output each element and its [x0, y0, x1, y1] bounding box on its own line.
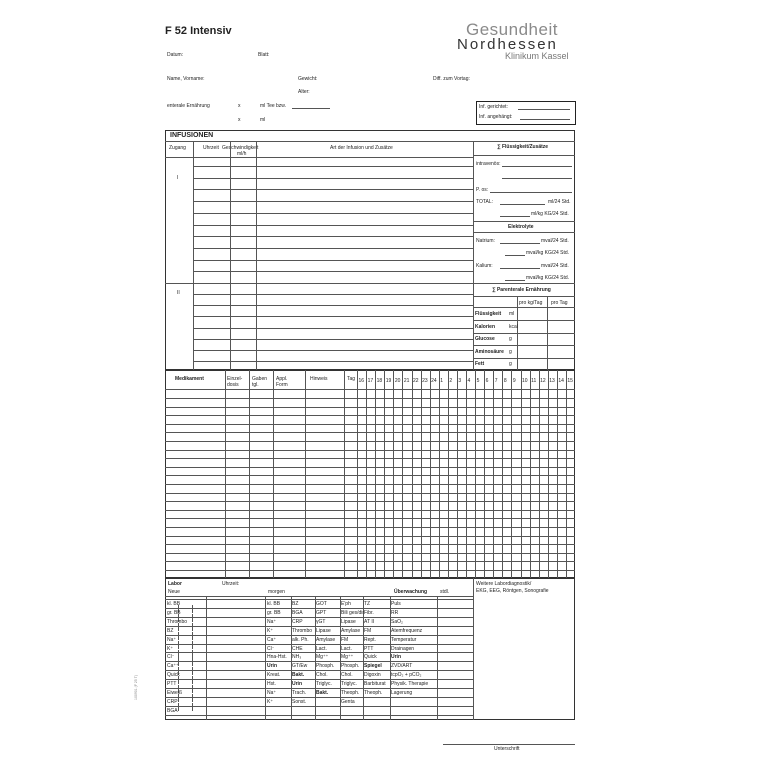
ml24-label: ml/24 Std.	[548, 199, 571, 205]
lab-cell: K⁺	[167, 645, 173, 652]
lab-cell: E'ph	[341, 601, 351, 607]
lab-cell: CRP	[292, 618, 303, 625]
weitere-label2: EKG, EEG, Röntgen, Sonografie	[476, 588, 549, 594]
inf-vline-1	[230, 141, 231, 370]
parenteral-unit: g	[509, 348, 512, 355]
lab-cell: RR	[391, 609, 399, 616]
lab-cell: CHE	[292, 645, 303, 652]
hour-label: 17	[367, 378, 374, 384]
hour-vline	[484, 370, 485, 578]
lab-cell: Thrombo	[292, 627, 313, 634]
diff-label: Diff. zum Vortag:	[433, 76, 470, 82]
lab-cell: GPT	[316, 609, 327, 616]
lab-cell: Sonst.	[292, 698, 307, 705]
inf-row-line	[193, 350, 473, 351]
labor-morgen: morgen	[268, 589, 285, 595]
stdl-label: stdl.	[440, 589, 450, 595]
hour-vline	[421, 370, 422, 578]
lab-cell: Fibr.	[364, 609, 374, 616]
lab-cell: BGA	[167, 707, 178, 714]
kalium-kg-unit: mval/kg KG/24 Std.	[526, 275, 570, 281]
parenteral-unit: g	[509, 361, 512, 368]
inf-row-line	[193, 316, 473, 317]
inf-row-line	[193, 260, 473, 261]
lab-cell: GOT	[316, 601, 327, 607]
inf-row-line	[193, 166, 473, 167]
natrium-label: Natrium:	[476, 238, 495, 244]
natrium-unit: mval/24 Std.	[541, 238, 569, 244]
hour-vline	[384, 370, 385, 578]
inf-row-line	[193, 328, 473, 329]
x-1: x	[238, 103, 241, 109]
lab-cell: gr. BB	[167, 609, 181, 616]
hour-label: 18	[376, 378, 383, 384]
hour-label: 6	[485, 378, 489, 384]
lab-cell: Theoph.	[364, 690, 383, 696]
hour-label: 12	[540, 378, 546, 384]
inf-row-line	[193, 236, 473, 237]
logo-line3: Klinikum Kassel	[505, 51, 569, 61]
lab-cell: Hna-Hst.	[267, 654, 287, 661]
lab-cell: Bakt.	[316, 690, 329, 696]
hour-vline	[366, 370, 367, 578]
lab-vline	[437, 596, 438, 720]
infusion-II: II	[177, 290, 180, 296]
side-code: 100901 (F 25 T)	[134, 674, 138, 700]
hour-vline	[457, 370, 458, 578]
med-vline	[249, 370, 250, 578]
art-header: Art der Infusion und Zusätze	[330, 145, 393, 151]
lab-cell: Amylase	[341, 627, 361, 634]
hour-vline	[566, 370, 567, 578]
lab-cell: Urin	[267, 663, 277, 670]
gewicht-label: Gewicht:	[298, 76, 318, 82]
inf-vline-0	[193, 141, 194, 370]
hour-label: 7	[494, 378, 498, 384]
parenteral-row-line	[473, 358, 575, 359]
lab-cell: Urin	[292, 681, 302, 688]
lab-cell: ZVD/ART	[391, 663, 413, 670]
med-header: Appl. Form	[276, 376, 288, 388]
med-header: Tag	[347, 376, 356, 382]
zugang-header: Zugang	[169, 145, 186, 151]
lab-cell: K⁺	[267, 698, 273, 705]
med-header: Medikament	[175, 376, 204, 382]
lab-cell: Cl⁻	[167, 654, 175, 661]
lab-cell: PTT	[167, 681, 177, 688]
hour-label: 13	[549, 378, 555, 384]
lab-cell: Triglyc.	[316, 681, 332, 688]
per-os-label: P. os:	[476, 187, 489, 193]
lab-cell: Phosph.	[316, 663, 335, 670]
hour-vline	[393, 370, 394, 578]
hour-vline	[502, 370, 503, 578]
hour-vline	[466, 370, 467, 578]
hour-label: 4	[467, 378, 471, 384]
lab-cell: Trach.	[292, 690, 306, 696]
inf-row-line	[193, 178, 473, 179]
lab-cell: Mg⁺⁺	[341, 654, 354, 661]
lab-cell: Barbiturat	[364, 681, 386, 688]
hour-vline	[548, 370, 549, 578]
lab-cell: Urin	[391, 654, 401, 661]
hour-label: 5	[476, 378, 480, 384]
med-vline	[273, 370, 274, 578]
hour-label: 24	[431, 378, 437, 384]
lab-vline	[265, 596, 266, 720]
labor-uhrzeit: Uhrzeit:	[222, 581, 240, 587]
labor-neu: Neue	[168, 589, 180, 595]
lab-cell: Genta	[341, 698, 355, 705]
parenteral-unit: kcal	[509, 323, 518, 330]
labor-title: Labor	[168, 581, 182, 587]
lab-cell: BGA	[292, 609, 303, 616]
hour-vline	[402, 370, 403, 578]
lab-cell: GT/Ew	[292, 663, 308, 670]
lab-cell: Amylase	[316, 636, 336, 643]
ueberwachung-title: Überwachung	[394, 589, 428, 595]
lab-cell: K⁺	[267, 627, 273, 634]
parenteral-label: Aminosäure	[475, 348, 504, 355]
hour-vline	[511, 370, 512, 578]
lab-cell: Na⁺	[267, 690, 277, 696]
lab-cell: Lact.	[316, 645, 327, 652]
hour-label: 22	[413, 378, 419, 384]
pro-kg-header: pro kg/Tag	[519, 300, 543, 306]
lab-cell: NH₃	[292, 654, 302, 661]
parenteral-label: Glucose	[475, 336, 495, 343]
medikament-section	[165, 370, 575, 578]
inf-vline-2	[256, 141, 257, 370]
form-title: F 52 Intensiv	[165, 25, 232, 37]
med-header: Hinweis	[310, 376, 328, 382]
lab-cell: CRP	[167, 698, 178, 705]
inf-row-line	[193, 225, 473, 226]
lab-cell: Triglyc.	[341, 681, 357, 688]
hour-label: 11	[531, 378, 537, 384]
lab-cell: Chol.	[316, 672, 328, 679]
mlkg-label: ml/kg KG/24 Std.	[531, 211, 569, 217]
elektrolyte-title: Elektrolyte	[508, 224, 534, 230]
hour-vline	[493, 370, 494, 578]
enterale-label: enterale Ernährung	[167, 103, 210, 109]
lab-cell: Quick	[364, 654, 377, 661]
intravenoes-label: intravenös:	[476, 161, 501, 167]
lab-cell: Lipase	[341, 618, 356, 625]
blatt-label: Blatt:	[258, 52, 270, 58]
lab-cell: Ca⁺⁺	[167, 663, 179, 670]
x-2: x	[238, 117, 241, 123]
inf-angehaengt-label: Inf. angehängt:	[479, 114, 513, 120]
inf-row-line	[193, 189, 473, 190]
lab-cell: kl. BB	[167, 601, 181, 607]
lab-cell: Bakt.	[292, 672, 305, 679]
parenteral-unit: ml	[509, 311, 515, 317]
hour-vline	[439, 370, 440, 578]
lab-cell: Puls	[391, 601, 401, 607]
hour-label: 16	[358, 378, 365, 384]
name-label: Name, Vorname:	[167, 76, 205, 82]
inf-row-line	[193, 201, 473, 202]
lab-cell: Spiegel	[364, 663, 382, 670]
inf-row-line	[193, 294, 473, 295]
geschw-header: Geschwindigkeit	[222, 145, 259, 151]
lab-cell: Digoxin	[364, 672, 381, 679]
parenteral-unit: g	[509, 336, 512, 343]
hour-label: 21	[403, 378, 410, 384]
med-header: Einzel-dosis	[227, 376, 243, 388]
alter-label: Alter:	[298, 89, 310, 95]
lab-cell: Eiweiß	[167, 690, 183, 696]
hour-vline	[357, 370, 358, 578]
total-label: TOTAL:	[476, 199, 494, 205]
inf-row-line	[193, 213, 473, 214]
ml-tee-label: ml Tee bzw.	[260, 103, 287, 109]
lab-cell: kl. BB	[267, 601, 281, 607]
parenteral-title: ∑ Parenterale Ernährung	[492, 287, 551, 293]
datum-label: Datum:	[167, 52, 184, 58]
lab-cell: Na⁺	[267, 618, 277, 625]
logo-line2: Nordhessen	[457, 36, 558, 53]
hour-vline	[448, 370, 449, 578]
hour-label: 9	[512, 378, 516, 384]
lab-cell: Kreat.	[267, 672, 281, 679]
lab-cell: alk. Ph.	[292, 636, 309, 643]
lab-cell: FM	[364, 627, 372, 634]
hour-label: 2	[449, 378, 453, 384]
parenteral-row-line	[473, 320, 575, 321]
lab-cell: Physik. Therapie	[391, 681, 429, 688]
pro-tag-header: pro Tag	[551, 300, 568, 306]
med-header: Gaben tgl.	[252, 376, 268, 388]
inf-row-line	[193, 248, 473, 249]
med-vline	[225, 370, 226, 578]
infusion-I: I	[177, 175, 179, 181]
inf-row-line	[193, 283, 473, 284]
mlh-header: ml/h	[237, 151, 247, 157]
lab-cell: Bili ges/dir	[341, 609, 365, 616]
hour-label: 10	[522, 378, 528, 384]
parenteral-row-line	[473, 333, 575, 334]
lab-cell: γGT	[316, 618, 326, 625]
fluid-title: ∑ Flüssigkeit/Zusätze	[497, 144, 549, 150]
inf-row-line	[193, 361, 473, 362]
logo-line1: Gesundheit	[466, 20, 558, 39]
hour-label: 19	[385, 378, 392, 384]
med-vline	[305, 370, 306, 578]
lab-cell: FM	[341, 636, 349, 643]
lab-cell: PTT	[364, 645, 374, 652]
hour-vline	[539, 370, 540, 578]
hour-label: 3	[458, 378, 462, 384]
hour-vline	[557, 370, 558, 578]
lab-cell: Hst.	[267, 681, 276, 688]
parenteral-row-line	[473, 345, 575, 346]
infusionen-title: INFUSIONEN	[170, 132, 214, 139]
ml-label: ml	[260, 117, 266, 123]
med-header-line	[165, 389, 575, 390]
hour-vline	[412, 370, 413, 578]
hour-label: 14	[558, 378, 564, 384]
lab-cell: Na⁺	[167, 636, 177, 643]
lab-cell: gr. BB	[267, 609, 281, 616]
hour-vline	[375, 370, 376, 578]
lab-cell: Lagerung	[391, 690, 413, 696]
hour-label: 23	[422, 378, 428, 384]
lab-cell: Thrombo	[167, 618, 188, 625]
inf-row-line	[193, 339, 473, 340]
lab-vline	[206, 596, 207, 720]
med-vline	[344, 370, 345, 578]
inf-gerichtet-label: Inf. gerichtet:	[479, 104, 508, 110]
lab-cell: BZ	[167, 627, 174, 634]
hour-label: 8	[503, 378, 507, 384]
hour-vline	[521, 370, 522, 578]
lab-cell: Quick	[167, 672, 180, 679]
parenteral-label: Fett	[475, 361, 485, 368]
lab-cell: Ca⁺	[267, 636, 277, 643]
lab-cell: SaO₂	[391, 618, 403, 625]
unterschrift-label: Unterschrift	[494, 746, 520, 752]
hour-vline	[475, 370, 476, 578]
hour-vline	[430, 370, 431, 578]
hour-vline	[530, 370, 531, 578]
lab-cell: tcpO₂ + pCO₂	[391, 672, 422, 679]
inf-row-line	[193, 305, 473, 306]
lab-cell: Lipase	[316, 627, 331, 634]
kalium-label: Kalium:	[476, 263, 493, 269]
uhrzeit-header: Uhrzeit	[203, 145, 219, 151]
lab-cell: Theoph.	[341, 690, 360, 696]
lab-cell: Drainagen	[391, 645, 415, 652]
lab-cell: Lact.	[341, 645, 352, 652]
lab-cell: Temperatur	[391, 636, 417, 643]
hour-label: 1	[440, 378, 444, 384]
hour-label: 20	[394, 378, 401, 384]
lab-cell: Rept.	[364, 636, 376, 643]
hour-label: 15	[567, 378, 573, 384]
kalium-unit: mval/24 Std.	[541, 263, 569, 269]
lab-cell: Mg⁺⁺	[316, 654, 329, 661]
lab-cell: AT II	[364, 618, 375, 625]
lab-cell: Chol.	[341, 672, 353, 679]
inf-row-line	[193, 271, 473, 272]
weitere-label: Weitere Labordiagnostik/	[476, 581, 532, 587]
parenteral-label: Kalorien	[475, 323, 496, 330]
parenteral-label: Flüssigkeit	[475, 311, 502, 317]
lab-cell: BZ	[292, 601, 299, 607]
natrium-kg-unit: mval/kg KG/24 Std.	[526, 250, 570, 256]
lab-cell: Atemfrequenz	[391, 627, 423, 634]
lab-cell: Phosph.	[341, 663, 360, 670]
lab-cell: Cl⁻	[267, 645, 275, 652]
lab-cell: TZ	[364, 601, 371, 607]
